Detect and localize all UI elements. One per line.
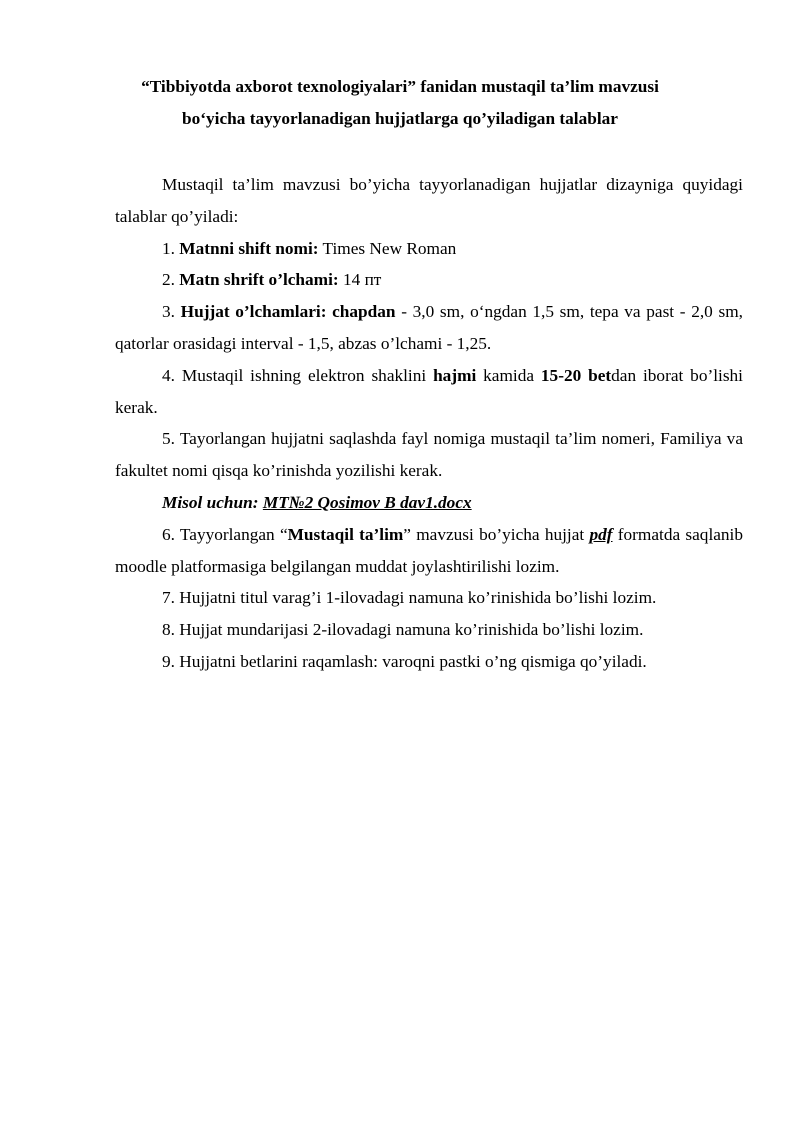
item-number: 6.	[162, 524, 180, 544]
requirement-8	[115, 614, 743, 646]
requirement-6	[115, 519, 743, 583]
item-number: 2.	[162, 270, 180, 290]
item-value: Hujjatni betlarini raqamlash: varoqni pastki o’ng qismiga qo’yiladi.	[179, 651, 647, 671]
item-label: Matnni shift nomi:	[179, 238, 319, 258]
item-value: Times New Roman	[318, 238, 457, 258]
item-value: - 3,0 sm, o‘ngdan 1,5 sm, tepa va past - 2,0 sm, qatorlar orasidagi interval - 1,5, abzas o’lchami - 1,25.	[115, 302, 743, 353]
item-value: Hujjat mundarijasi 2-ilovadagi namuna ko’rinishida bo’lishi lozim.	[179, 620, 644, 640]
requirement-7	[115, 582, 743, 614]
requirement-9	[115, 646, 743, 678]
item-bold-mustaqil: Mustaqil ta’lim	[287, 524, 404, 544]
item-number: 5.	[162, 429, 180, 449]
format-pdf: pdf	[589, 524, 613, 544]
item-number: 9.	[162, 651, 180, 671]
item-bold-pages: 15-20 bet	[540, 365, 612, 385]
item-text: formatda saqlanib moodle platformasiga belgilangan muddat joylashtirilishi lozim.	[115, 524, 743, 576]
example-line	[115, 487, 743, 519]
document-body	[115, 169, 743, 678]
item-text: kamida	[476, 365, 541, 385]
intro-paragraph: Mustaqil ta’lim mavzusi bo’yicha tayyorlanadigan hujjatlar dizayniga quyidagi talablar qo’yiladi:	[115, 175, 743, 226]
requirement-2	[115, 264, 743, 296]
item-number: 4.	[162, 365, 182, 385]
item-bold-hajmi: hajmi	[433, 365, 477, 385]
item-number: 1.	[162, 238, 180, 258]
item-text: ” mavzusi bo’yicha hujjat	[403, 524, 590, 544]
item-number: 3.	[162, 302, 181, 322]
requirement-4	[115, 360, 743, 424]
item-number: 7.	[162, 588, 180, 608]
document-title-line-2: bo‘yicha tayyorlanadigan hujjatlarga qo’yiladigan talablar	[182, 109, 618, 128]
item-text: dan iborat bo’lishi kerak.	[115, 365, 743, 417]
requirement-1	[115, 233, 743, 265]
item-label: Matn shrift o’lchami:	[179, 270, 339, 290]
item-value: Hujjatni titul varag’i 1-ilovadagi namuna ko’rinishida bo’lishi lozim.	[179, 588, 657, 608]
item-number: 8.	[162, 620, 180, 640]
requirement-3	[115, 296, 743, 360]
item-label: Hujjat o’lchamlari: chapdan	[180, 302, 396, 322]
item-text: Tayyorlangan “	[179, 524, 288, 544]
requirement-5	[115, 423, 743, 487]
item-value: Tayorlangan hujjatni saqlashda fayl nomiga mustaqil ta’lim nomeri, Familiya va fakultet nomi qisqa ko’rinishda yozilishi kerak.	[115, 429, 743, 481]
item-text: Mustaqil ishning elektron shaklini	[181, 365, 434, 385]
example-label: Misol uchun:	[162, 492, 263, 512]
item-value: 14 пт	[338, 270, 382, 290]
example-filename: MT№2 Qosimov B dav1.docx	[262, 492, 472, 512]
document-title-line-1: “Tibbiyotda axborot texnologiyalari” fanidan mustaqil ta’lim mavzusi	[141, 77, 659, 96]
